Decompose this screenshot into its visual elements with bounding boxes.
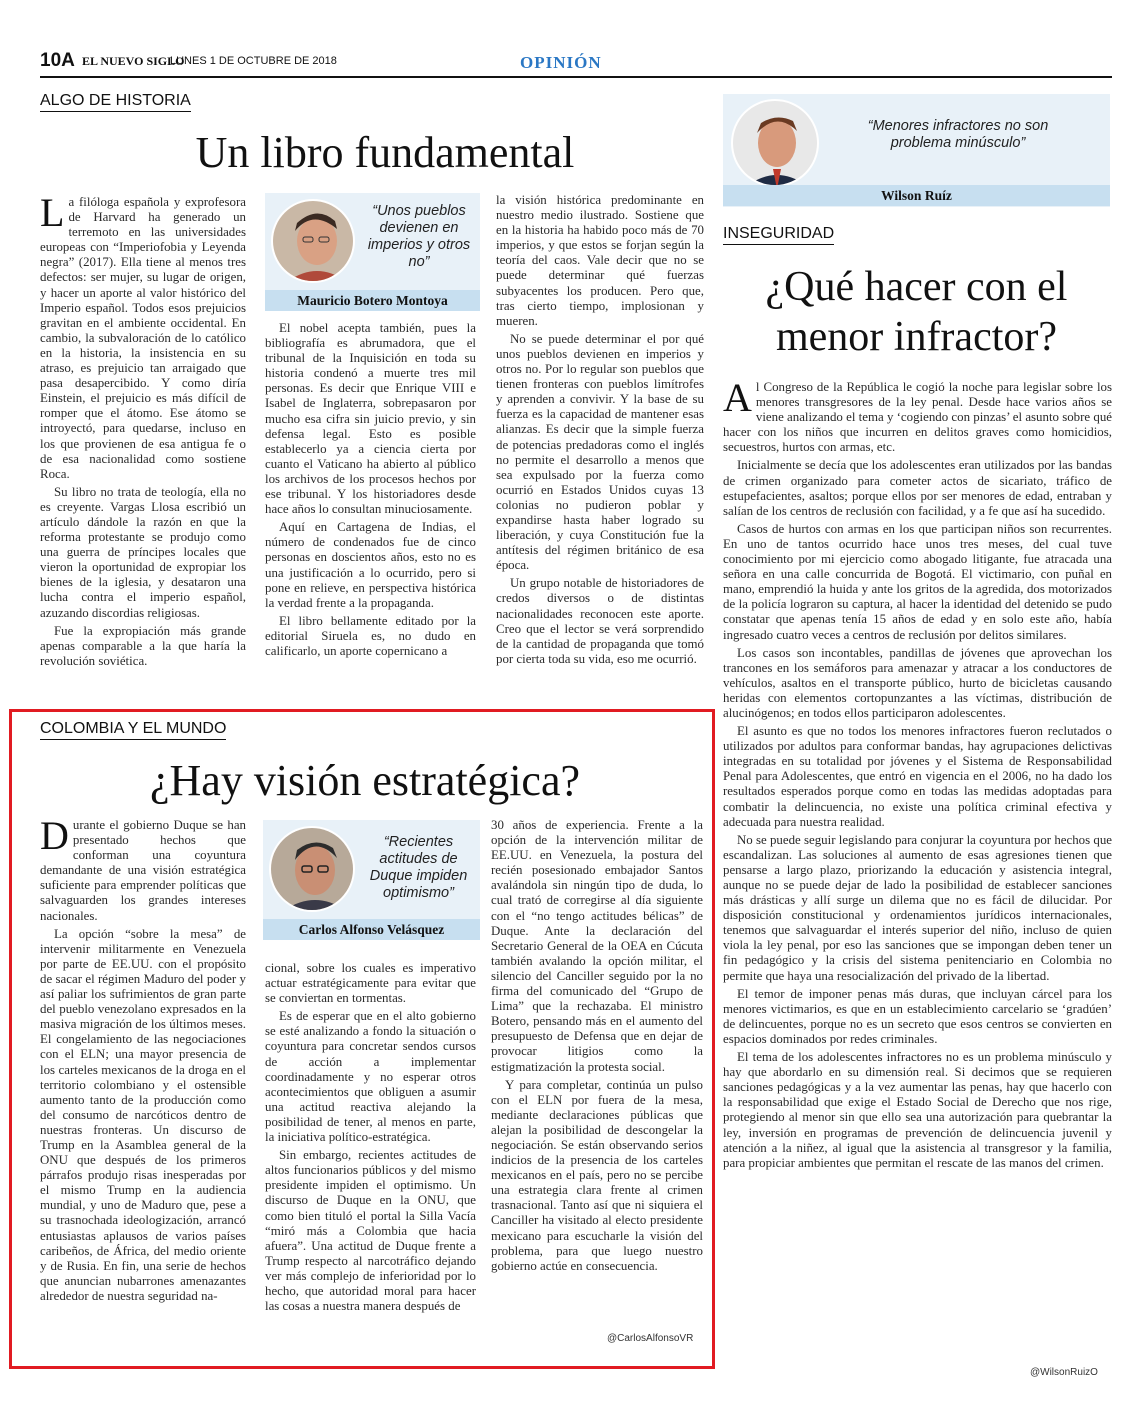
author-handle: @CarlosAlfonsoVR xyxy=(607,1333,694,1344)
newspaper-name: EL NUEVO SIGLO xyxy=(82,54,185,68)
dropcap: D xyxy=(40,813,69,858)
pull-quote: “Unos pueblos devienen en imperios y otros no” xyxy=(367,203,471,270)
author-handle: @WilsonRuizO xyxy=(1030,1367,1098,1378)
article2-kicker: COLOMBIA Y EL MUNDO xyxy=(40,720,226,740)
article1-column-3: la visión histórica predominante en nuestro medio ilustrado. Sostiene que en la historia ha habido poco más de 70 imperios, y que estos se forjan según la teoría del caos. Vale decir que no se puede determinar qué fuerzas subyacentes los producen. Pero que, tras cierto tiempo, implosionan y mueren. No se puede determinar el por qué unos pueblos devienen en imperios y otros no. Por lo regular son pueblos que tienen fronteras con pueblos limítrofes y aprenden a convivir. Y la base de su fuerza es la capacidad de mantener esas alianzas. Es decir que la simple fuerza de potencias predadoras como el inglés no permite el desarrollo a menos que sea expulsado por la fuerza como ocurrió en Estados Unidos cuyas 13 colonias no pudieron poblar y expandirse hasta haber logrado su liberación, y cuya Constitución fue la antítesis del régimen británico de esa época. Un grupo notable de historiadores de credos diversos o de distintas nacionalidades reconocen este aporte. Creo que el lector se verá sorprendido de la cantidad de propaganda que tomó por cierta toda su vida, eso me ocurrió. xyxy=(496,193,704,666)
issue-date: LUNES 1 DE OCTUBRE DE 2018 xyxy=(170,55,337,67)
article3-headline: ¿Qué hacer con el menor infractor? xyxy=(765,264,1068,360)
page-number: 10A xyxy=(40,50,75,71)
article3-body: Al Congreso de la República le cogió la noche para legislar sobre los menores transgresores de la ley penal. Desde hace varios años se viene analizando el tema y ‘cogiendo con pinzas’ el asunto sobre qué hacer con los niños que incurren en delitos graves como homicidios, secuestros, hurtos con armas, etc. Inicialmente se decía que los adolescentes eran utilizados por las bandas de crimen organizado para cometer actos de sicariato, tráfico de estupefacientes, asaltos; porque ellos por ser menores de edad, entraban y salían de los centros de reclusión con facilidad, y a fe que así ha sucedido. Casos de hurtos con armas en los que participan niños son recurrentes. En uno de tantos ocurrido hace unos tres meses, del cual tuve conocimiento por mi ejercicio como abogado litigante, fue atracada una señora en una calle concurrida de Bogotá. El victimario, con puñal en mano, emprendió la huida y ante los gritos de la agredida, dos motorizados de la policía lograron su captura, al hacer la identidad del detenido se pudo constatar que apenas tenía 15 años de edad y en solo este año, había ingresado cuatro veces a centros de reclusión por delitos similares. Los casos son incontables, pandillas de jóvenes que aprovechan los trancones en los semáforos para amenazar y atracar a los conductores de vehículos, asaltos en el transporte público, hurto de bicicletas causando heridas con elementos cortopunzantes a las víctimas, distribución de alucinógenos; en todos ellos participaron adolescentes. El asunto es que no todos los menores infractores fueron reclutados o utilizados por adultos para conformar bandas, hay agrupaciones delictivas integradas en su totalidad por jóvenes y el Sistema de Responsabilidad Penal para Adolescentes, que entró en vigencia en el 2006, no ha dado los resultados esperados porque como en todas las medidas adoptadas para combatir la delincuencia, no existe una política criminal efectiva y adecuada para nuestra realidad. No se puede seguir legislando para conjurar la coyuntura por hechos que escandalizan. Las soluciones al aumento de esas agresiones tienen que pensarse a largo plazo, priorizando la educación y asistencia integral, aunque no se puede dejar de lado la posibilidad de establecer sanciones más drásticas y allí surge un dilema que no es fácil de dilucidar. Por disposición constitucional y ordenamientos jurídicos internacionales, tenemos que salvaguardar el interés superior del niño, incluso de quien viola la ley penal, por eso las sanciones que se impongan deben tener un fin pedagógico y la crisis del sistema penitenciario en Colombia no permite que haya una resocialización del privado de la libertad. El temor de imponer penas más duras, que incluyan cárcel para los menores victimarios, es que en un establecimiento carcelario se ‘gradúen’ de delincuentes, porque no es un secreto que esos centros se convierten en espacios dominados por redes criminales. El tema de los adolescentes infractores no es un problema minúsculo y hay que abordarlo en su dimensión real. Si decimos que se requieren sanciones pedagógicas y a la vez aumentar las penas, hay que hacerlo con la responsabilidad que exige el Estado Social de Derecho que nos rige, protegiendo al menor sin que ello sea una autorización para quebrantar la ley, inversión en programas de prevención de delincuencia juvenil y atención a la niñez, al igual que la asistencia al transgresor y la familia, para propiciar ambientes que permitan el rescate de las manos del crimen. xyxy=(723,375,1112,1170)
article2-column-1: Durante el gobierno Duque se han presentado hechos que conforman una coyuntura demandante de una visión estratégica suficiente para emprender políticas que salvaguarden los grandes intereses nacionales. La opción “sobre la mesa” de intervenir militarmente en Venezuela por parte de EE.UU. con el propósito de sacar el régimen Maduro del poder y así paliar los sufrimientos de gran parte del pueblo venezolano expresados en la masiva migración de los últimos meses. El congelamiento de las negociaciones con el ELN; una mayor presencia de los carteles mexicanos de la droga en el territorio colombiano y el ostensible aumento tanto de la producción como del consumo de narcóticos dentro de nuestras fronteras. Un discurso de Trump en la Asamblea general de la ONU que después de los primeros párrafos produjo risas inesperadas por el mismo Trump en la audiencia mundial, y uno de Maduro que, pese a su trasnochada ideologización, arrancó entusiastas aplausos de varios países caribeños, de África, del medio oriente y de Rusia. En fin, una serie de hechos que anuncian nubarrones amenazantes alrededor de nuestra seguridad na- xyxy=(40,813,246,1303)
author-photo xyxy=(269,826,355,912)
article1-column-1: La filóloga española y exprofesora de Harvard ha generado un terremoto en las universidades europeas con “Imperiofobia y Leyenda negra” (2017). Ella tiene al menos tres defectos: ser mujer, su lugar de origen, y hacer un aporte al valor histórico del Imperio español. Todos esos prejuicios gravitan en el ambiente occidental. En cambio, la subvaloración de lo católico en la historia, la insistencia en su atraso, es prejuicio tan arraigado que pasa desapercibido. Y como diría Einstein, el prejuicio es más difícil de romper que el átomo. Ese átomo se introyectó, para quedarse, incluso en los que provienen de esa antigua fe o de esa nacionalidad como sostiene Roca. Su libro no trata de teología, ella no es creyente. Vargas Llosa escribió un artículo dándole la razón en que la reforma protestante se produjo como una guerra de príncipes locales que vieron la oportunidad de expropiar los bienes de la iglesia, y desataron una lucha contra el imperio español, azuzando discordias religiosas. Fue la expropiación más grande apenas comparable a la que haría la revolución soviética. xyxy=(40,190,246,668)
pull-quote: “Recientes actitudes de Duque impiden optimismo” xyxy=(369,834,468,901)
pull-quote: “Menores infractores no son problema minúsculo” xyxy=(867,118,1049,151)
author-name: Mauricio Botero Montoya xyxy=(265,290,480,311)
header-rule xyxy=(40,76,1112,78)
article2-column-3: 30 años de experiencia. Frente a la opción de la intervención militar de EE.UU. en Venezuela, la postura del recién posesionado embajador Santos avalándola sin ningún tipo de duda, lo cual trató de corregirse al día siguiente con el “no tengo actitudes bélicas” de Duque. Ante la declaración del Secretario General de la OEA en Cúcuta también avalando la opción militar, el silencio del Canciller seguido por la no firma del comunicado del “Grupo de Lima” que la rechazaba. El ministro Botero, pensando más en el aumento del presupuesto de Defensa que en dejar de provocar litigios como la estigmatización la protesta social. Y para completar, continúa un pulso con el ELN por fuera de la mesa, mediante declaraciones públicas que alejan la posibilidad de descongelar la negociación. Se están observando serios indicios de la presencia de los carteles mexicanos en el país, pero no se percibe una estrategia clara frente al crimen trasnacional. Tanto así que ni siquiera el Canciller ha visitado al electo presidente mexicano para escucharle la visión del problema, para que luego nuestro gobierno actúe en consecuencia. xyxy=(491,818,703,1273)
article3-kicker: INSEGURIDAD xyxy=(723,225,834,245)
author-photo xyxy=(271,199,355,283)
article1-headline: Un libro fundamental xyxy=(195,128,575,177)
author-photo xyxy=(731,99,819,187)
dropcap: A xyxy=(723,375,752,420)
author-name: Wilson Ruíz xyxy=(723,185,1110,206)
article3-author-box xyxy=(723,94,1110,207)
article2-author-box xyxy=(263,820,480,940)
author-name: Carlos Alfonso Velásquez xyxy=(263,919,480,940)
article1-author-box xyxy=(265,193,480,311)
dropcap: L xyxy=(40,190,65,235)
article2-column-2: cional, sobre los cuales es imperativo actuar estratégicamente para evitar que se conviertan en tormentas. Es de esperar que en el alto gobierno se esté analizando a fondo la situación o coyuntura para concretar sendos cursos de acción a implementar coordinadamente y no esperar otros acontecimientos que obliguen a asumir una actitud reactiva alejando la posibilidad de tener, al menos en parte, la iniciativa político-estratégica. Sin embargo, recientes actitudes de altos funcionarios públicos y del mismo presidente impiden el optimismo. Un discurso de Duque en la ONU, que como bien tituló el portal la Silla Vacía “miró más a Colombia que hacia afuera”. Una actitud de Duque frente a Trump respecto al narcotráfico dejando ver más complejo de inferioridad por lo hecho, que autoridad moral para hacer las cosas a nuestra manera después de xyxy=(265,961,476,1314)
article1-kicker: ALGO DE HISTORIA xyxy=(40,92,191,112)
article1-column-2: El nobel acepta también, pues la bibliografía es abrumadora, que el tribunal de la Inquisición en toda su historia condenó a muerte tres mil personas. Es decir que Enrique VIII e Isabel de Inglaterra, sobrepasaron por mucho esa cifra sin juicio previo, y sin defensa legal. Esto es posible establecerlo ya a ciencia cierta por cuanto el Vaticano ha abierto al público los archivos de los procesos hechos por ese tribunal. Y los historiadores desde hace años lo consultan minuciosamente. Aquí en Cartagena de Indias, el número de condenados fue de cinco personas en doscientos años, esto no es una justificación a lo ocurrido, pero si pone en relieve, en perspectiva histórica la verdad frente a la propaganda. El libro bellamente editado por la editorial Siruela es, no dudo en calificarlo, un aporte copernicano a xyxy=(265,321,476,658)
section-title: OPINIÓN xyxy=(520,53,602,72)
article2-headline: ¿Hay visión estratégica? xyxy=(149,756,581,805)
